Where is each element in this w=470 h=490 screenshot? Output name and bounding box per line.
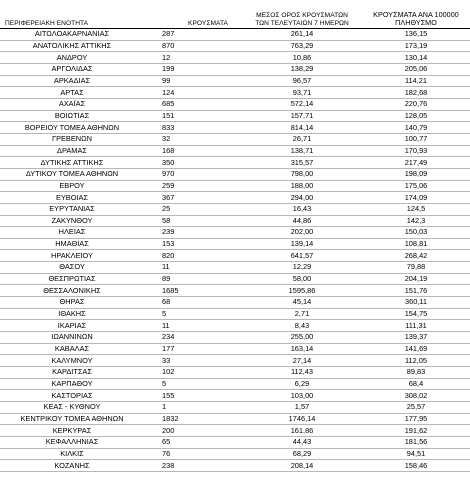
region-cell: ΘΗΡΑΣ	[59, 297, 85, 307]
table-row	[0, 355, 470, 367]
region-cell: ΕΥΡΥΤΑΝΙΑΣ	[49, 204, 95, 214]
region-cell: ΗΜΑΘΙΑΣ	[55, 239, 89, 249]
header-row	[0, 2, 470, 29]
per-100k-cell: 174,09	[404, 192, 428, 202]
per-100k-cell: 136,15	[404, 29, 428, 39]
header-avg-line2: ΤΩΝ ΤΕΛΕΥΤΑΙΩΝ 7 ΗΜΕΡΩΝ	[255, 19, 349, 27]
cases-cell: 870	[162, 40, 175, 50]
per-100k-cell: 268,42	[404, 250, 428, 260]
weekly-average-cell: 255,00	[290, 332, 314, 342]
per-100k-cell: 150,03	[404, 227, 428, 237]
per-100k-cell: 198,09	[404, 169, 428, 179]
table-row	[0, 448, 470, 460]
region-cell: ΘΑΣΟΥ	[59, 262, 85, 272]
table-row	[0, 192, 470, 204]
header-cases: ΚΡΟΥΣΜΑΤΑ	[188, 19, 228, 27]
cases-table-sheet	[0, 2, 470, 472]
region-cell: ΕΒΡΟΥ	[59, 180, 85, 190]
header-region: ΠΕΡΙΦΕΡΕΙΑΚΗ ΕΝΟΤΗΤΑ	[5, 19, 89, 27]
weekly-average-cell: 261,14	[290, 29, 314, 39]
table-row	[0, 425, 470, 437]
per-100k-cell: 111,31	[405, 320, 427, 330]
per-100k-cell: 158,46	[404, 460, 428, 470]
region-cell: ΚΑΒΑΛΑΣ	[54, 344, 90, 354]
region-cell: ΗΛΕΙΑΣ	[58, 227, 86, 237]
table-row	[0, 273, 470, 285]
cases-cell: 155	[162, 390, 175, 400]
weekly-average-cell: 93,71	[292, 87, 312, 97]
table-row	[0, 262, 470, 274]
cases-cell: 11	[162, 262, 170, 272]
weekly-average-cell: 163,14	[290, 344, 314, 354]
region-cell: ΑΡΤΑΣ	[60, 87, 84, 97]
region-cell: ΑΙΤΩΛΟΑΚΑΡΝΑΝΙΑΣ	[34, 29, 110, 39]
per-100k-cell: 124,5	[406, 204, 426, 214]
per-100k-cell: 154,75	[404, 309, 428, 319]
region-cell: ΑΝΑΤΟΛΙΚΗΣ ΑΤΤΙΚΗΣ	[32, 40, 112, 50]
per-100k-cell: 151,76	[404, 285, 428, 295]
table-row	[0, 238, 470, 250]
table-row	[0, 75, 470, 87]
cases-cell: 350	[162, 157, 175, 167]
table-row	[0, 145, 470, 157]
weekly-average-cell: 16,43	[292, 204, 312, 214]
weekly-average-cell: 8,43	[294, 320, 310, 330]
cases-cell: 177	[162, 344, 175, 354]
region-cell: ΗΡΑΚΛΕΙΟΥ	[51, 250, 93, 260]
cases-cell: 287	[162, 29, 175, 39]
weekly-average-cell: 44,86	[292, 215, 312, 225]
per-100k-cell: 360,11	[404, 297, 428, 307]
per-100k-cell: 68,4	[408, 379, 424, 389]
cases-cell: 5	[162, 309, 167, 319]
weekly-average-cell: 10,86	[292, 52, 312, 62]
per-100k-cell: 25,57	[406, 402, 426, 412]
region-cell: ΚΟΖΑΝΗΣ	[54, 460, 90, 470]
cases-cell: 239	[162, 227, 175, 237]
header-per-line2: ΠΛΗΘΥΣΜΟ	[395, 17, 437, 27]
table-row	[0, 436, 470, 448]
region-cell: ΒΟΙΩΤΙΑΣ	[54, 110, 90, 120]
cases-cell: 151	[162, 110, 175, 120]
weekly-average-cell: 12,29	[292, 262, 312, 272]
cases-cell: 65	[162, 437, 171, 447]
region-cell: ΘΕΣΠΡΩΤΙΑΣ	[48, 274, 96, 284]
region-cell: ΙΘΑΚΗΣ	[58, 309, 86, 319]
region-cell: ΑΡΚΑΔΙΑΣ	[53, 75, 91, 85]
per-100k-cell: 142,3	[406, 215, 426, 225]
region-cell: ΑΡΓΟΛΙΔΑΣ	[51, 64, 93, 74]
table-header	[0, 2, 470, 29]
weekly-average-cell: 641,57	[290, 250, 314, 260]
per-100k-cell: 128,05	[404, 110, 428, 120]
per-100k-cell: 191,62	[404, 425, 428, 435]
region-cell: ΚΑΣΤΟΡΙΑΣ	[51, 390, 93, 400]
per-100k-cell: 173,19	[404, 40, 428, 50]
per-100k-cell: 112,05	[404, 355, 428, 365]
cases-cell: 32	[162, 134, 171, 144]
weekly-average-cell: 763,29	[290, 40, 314, 50]
header-per-100k	[362, 2, 470, 29]
per-100k-cell: 94,51	[406, 448, 426, 458]
weekly-average-cell: 202,00	[290, 227, 314, 237]
region-cell: ΔΥΤΙΚΗΣ ΑΤΤΙΚΗΣ	[40, 157, 104, 167]
per-100k-cell: 130,14	[404, 52, 428, 62]
table-row	[0, 390, 470, 402]
table-row	[0, 133, 470, 145]
table-row	[0, 378, 470, 390]
table-row	[0, 367, 470, 379]
cases-cell: 124	[162, 87, 175, 97]
table-row	[0, 40, 470, 52]
cases-cell: 199	[162, 64, 175, 74]
region-cell: ΚΙΛΚΙΣ	[60, 448, 84, 458]
table-row	[0, 168, 470, 180]
weekly-average-cell: 6,29	[294, 379, 310, 389]
table-body	[0, 29, 470, 472]
region-cell: ΔΡΑΜΑΣ	[57, 145, 87, 155]
weekly-average-cell: 315,57	[290, 157, 314, 167]
cases-cell: 234	[162, 332, 175, 342]
region-cell: ΑΧΑΪΑΣ	[58, 99, 86, 109]
table-row	[0, 98, 470, 110]
cases-cell: 11	[162, 320, 170, 330]
weekly-average-cell: 26,71	[292, 134, 312, 144]
cases-cell: 99	[162, 75, 171, 85]
region-cell: ΚΕΦΑΛΛΗΝΙΑΣ	[45, 437, 99, 447]
weekly-average-cell: 27,14	[292, 355, 312, 365]
table-row	[0, 460, 470, 472]
cases-cell: 259	[162, 180, 175, 190]
cases-cell: 970	[162, 169, 175, 179]
region-cell: ΚΕΝΤΡΙΚΟΥ ΤΟΜΕΑ ΑΘΗΝΩΝ	[20, 413, 124, 423]
weekly-average-cell: 103,00	[290, 390, 314, 400]
table-row	[0, 122, 470, 134]
table-row	[0, 87, 470, 99]
regional-cases-table	[0, 2, 470, 472]
weekly-average-cell: 139,14	[290, 239, 314, 249]
per-100k-cell: 140,79	[404, 122, 428, 132]
table-row	[0, 320, 470, 332]
cases-cell: 25	[162, 204, 171, 214]
table-row	[0, 402, 470, 414]
cases-cell: 33	[162, 355, 171, 365]
weekly-average-cell: 112,43	[290, 367, 314, 377]
weekly-average-cell: 188,00	[290, 180, 314, 190]
per-100k-cell: 308,02	[404, 390, 428, 400]
per-100k-cell: 175,06	[404, 180, 428, 190]
weekly-average-cell: 161,86	[290, 425, 314, 435]
per-100k-cell: 181,56	[404, 437, 428, 447]
cases-cell: 153	[162, 239, 175, 249]
region-cell: ΘΕΣΣΑΛΟΝΙΚΗΣ	[43, 285, 101, 295]
table-row	[0, 285, 470, 297]
weekly-average-cell: 1746,14	[288, 413, 316, 423]
weekly-average-cell: 208,14	[290, 460, 314, 470]
weekly-average-cell: 44,43	[292, 437, 312, 447]
region-cell: ΚΕΡΚΥΡΑΣ	[52, 425, 92, 435]
header-per-line1: ΚΡΟΥΣΜΑΤΑ ΑΝΑ 100000	[373, 9, 459, 19]
weekly-average-cell: 138,29	[290, 64, 314, 74]
region-cell: ΙΚΑΡΙΑΣ	[57, 320, 87, 330]
weekly-average-cell: 798,00	[290, 169, 314, 179]
cases-cell: 200	[162, 425, 175, 435]
cases-cell: 1685	[162, 285, 179, 295]
table-row	[0, 250, 470, 262]
weekly-average-cell: 572,14	[290, 99, 314, 109]
table-row	[0, 52, 470, 64]
per-100k-cell: 182,68	[404, 87, 428, 97]
cases-cell: 367	[162, 192, 175, 202]
per-100k-cell: 220,76	[404, 99, 428, 109]
region-cell: ΙΩΑΝΝΙΝΩΝ	[51, 332, 93, 342]
cases-cell: 168	[162, 145, 175, 155]
table-row	[0, 203, 470, 215]
weekly-average-cell: 45,14	[292, 297, 312, 307]
table-row	[0, 227, 470, 239]
region-cell: ΚΑΛΥΜΝΟΥ	[51, 355, 93, 365]
table-row	[0, 157, 470, 169]
per-100k-cell: 100,77	[404, 134, 428, 144]
weekly-average-cell: 294,00	[290, 192, 314, 202]
per-100k-cell: 204,19	[404, 274, 428, 284]
weekly-average-cell: 2,71	[294, 309, 310, 319]
cases-cell: 89	[162, 274, 171, 284]
region-cell: ΚΑΡΔΙΤΣΑΣ	[52, 367, 92, 377]
table-row	[0, 297, 470, 309]
region-cell: ΖΑΚΥΝΘΟΥ	[51, 215, 93, 225]
per-100k-cell: 89,83	[406, 367, 426, 377]
region-cell: ΚΕΑΣ - ΚΥΘΝΟΥ	[43, 402, 101, 412]
region-cell: ΓΡΕΒΕΝΩΝ	[52, 134, 92, 144]
per-100k-cell: 139,37	[404, 332, 428, 342]
weekly-average-cell: 96,57	[292, 75, 312, 85]
cases-cell: 102	[162, 367, 175, 377]
per-100k-cell: 205,06	[404, 64, 428, 74]
cases-cell: 58	[162, 215, 171, 225]
region-cell: ΕΥΒΟΙΑΣ	[55, 192, 89, 202]
table-row	[0, 180, 470, 192]
table-row	[0, 308, 470, 320]
header-avg-line1: ΜΕΣΟΣ ΟΡΟΣ ΚΡΟΥΣΜΑΤΩΝ	[256, 12, 348, 20]
cases-cell: 12	[162, 52, 171, 62]
per-100k-cell: 177,95	[404, 413, 428, 423]
per-100k-cell: 170,93	[404, 145, 428, 155]
weekly-average-cell: 1,57	[294, 402, 310, 412]
cases-cell: 820	[162, 250, 175, 260]
cases-cell: 833	[162, 122, 175, 132]
table-row	[0, 332, 470, 344]
cases-cell: 5	[162, 379, 167, 389]
cases-cell: 1	[162, 402, 167, 412]
table-row	[0, 29, 470, 41]
per-100k-cell: 79,88	[406, 262, 426, 272]
region-cell: ΔΥΤΙΚΟΥ ΤΟΜΕΑ ΑΘΗΝΩΝ	[25, 169, 119, 179]
table-row	[0, 215, 470, 227]
cases-cell: 1832	[162, 413, 179, 423]
per-100k-cell: 217,49	[404, 157, 428, 167]
table-row	[0, 63, 470, 75]
weekly-average-cell: 68,29	[292, 448, 312, 458]
cases-cell: 68	[162, 297, 171, 307]
per-100k-cell: 114,21	[404, 75, 428, 85]
table-row	[0, 343, 470, 355]
cases-cell: 685	[162, 99, 175, 109]
weekly-average-cell: 814,14	[290, 122, 314, 132]
region-cell: ΚΑΡΠΑΘΟΥ	[51, 379, 93, 389]
table-row	[0, 110, 470, 122]
cases-cell: 76	[162, 448, 171, 458]
weekly-average-cell: 58,00	[292, 274, 312, 284]
weekly-average-cell: 138,71	[290, 145, 314, 155]
weekly-average-cell: 157,71	[290, 110, 314, 120]
table-row	[0, 413, 470, 425]
per-100k-cell: 141,69	[404, 344, 428, 354]
region-cell: ΒΟΡΕΙΟΥ ΤΟΜΕΑ ΑΘΗΝΩΝ	[24, 122, 120, 132]
header-weekly-average	[242, 2, 362, 29]
weekly-average-cell: 1595,86	[288, 285, 316, 295]
region-cell: ΑΝΔΡΟΥ	[56, 52, 88, 62]
cases-cell: 238	[162, 460, 175, 470]
per-100k-cell: 108,81	[404, 239, 428, 249]
